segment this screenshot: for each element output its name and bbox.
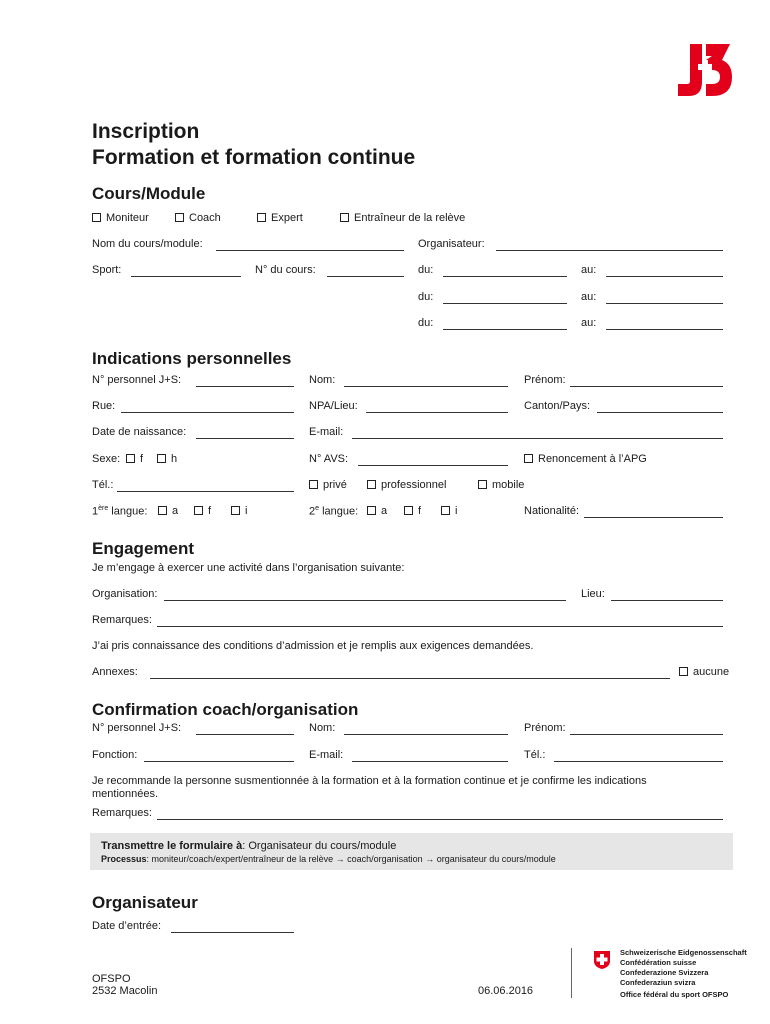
organisation-field[interactable] xyxy=(164,600,566,601)
conf-tel-label: Tél.: xyxy=(524,749,546,761)
section-organisateur-heading: Organisateur xyxy=(92,893,198,912)
confed-it: Confederazione Svizzera xyxy=(620,968,709,977)
du-label-3: du: xyxy=(418,317,434,329)
annexes-label: Annexes: xyxy=(92,666,138,678)
nom-cours-field[interactable] xyxy=(216,250,404,251)
checkbox-professionnel[interactable]: professionnel xyxy=(367,479,446,491)
du-field-1[interactable] xyxy=(443,276,567,277)
npa-label: NPA/Lieu: xyxy=(309,400,358,412)
conf-remarques-field[interactable] xyxy=(157,819,723,820)
checkbox-apg[interactable]: Renoncement à l’APG xyxy=(524,453,647,465)
checkbox-icon xyxy=(478,480,487,489)
checkbox-sexe-f[interactable]: f xyxy=(126,453,143,465)
checkbox-langue2-i[interactable]: i xyxy=(441,505,457,517)
process-text: Processus: moniteur/coach/expert/entraîneur de la relève → coach/organisation → organisateur du cours/module xyxy=(101,854,556,864)
annexes-field[interactable] xyxy=(150,678,670,679)
tel-label: Tél.: xyxy=(92,479,114,491)
checkbox-icon xyxy=(524,454,533,463)
page-subtitle: Formation et formation continue xyxy=(92,146,416,169)
conf-prenom-label: Prénom: xyxy=(524,722,566,734)
confed-de: Schweizerische Eidgenossenschaft xyxy=(620,948,747,957)
conf-tel-field[interactable] xyxy=(554,761,723,762)
lieu-field[interactable] xyxy=(611,600,723,601)
checkbox-icon xyxy=(126,454,135,463)
au-field-3[interactable] xyxy=(606,329,723,330)
date-entree-label: Date d’entrée: xyxy=(92,920,162,932)
au-field-1[interactable] xyxy=(606,276,723,277)
transmit-text: Transmettre le formulaire à: Organisateur du cours/module xyxy=(101,840,397,852)
checkbox-icon xyxy=(231,506,240,515)
email-field[interactable] xyxy=(352,438,723,439)
recommend-text-2: mentionnées. xyxy=(92,788,159,800)
conf-no-perso-field[interactable] xyxy=(196,734,294,735)
au-field-2[interactable] xyxy=(606,303,723,304)
footer-date: 06.06.2016 xyxy=(478,985,534,997)
no-cours-label: N° du cours: xyxy=(255,264,316,276)
organisateur-field[interactable] xyxy=(496,250,723,251)
organisation-label: Organisation: xyxy=(92,588,158,600)
conf-nom-label: Nom: xyxy=(309,722,336,734)
lieu-label: Lieu: xyxy=(581,588,605,600)
langue1-label: 1ère langue: xyxy=(92,505,148,518)
canton-label: Canton/Pays: xyxy=(524,400,591,412)
conf-nom-field[interactable] xyxy=(344,734,508,735)
avs-field[interactable] xyxy=(358,465,508,466)
checkbox-icon xyxy=(175,213,184,222)
recommend-text-1: Je recommande la personne susmentionnée à la formation et à la formation continue et je confirme les indications xyxy=(92,775,647,787)
checkbox-moniteur[interactable]: Moniteur xyxy=(92,212,149,224)
checkbox-icon xyxy=(441,506,450,515)
naissance-field[interactable] xyxy=(196,438,294,439)
nom-label: Nom: xyxy=(309,374,336,386)
checkbox-icon xyxy=(679,667,688,676)
checkbox-langue2-f[interactable]: f xyxy=(404,505,421,517)
no-cours-field[interactable] xyxy=(327,276,404,277)
confederation-block xyxy=(620,948,747,988)
conf-email-field[interactable] xyxy=(352,761,508,762)
checkbox-langue1-i[interactable]: i xyxy=(231,505,247,517)
rue-label: Rue: xyxy=(92,400,116,412)
date-entree-field[interactable] xyxy=(171,932,294,933)
section-engagement-heading: Engagement xyxy=(92,539,195,558)
checkbox-langue2-a[interactable]: a xyxy=(367,505,387,517)
au-label-2: au: xyxy=(581,291,597,303)
remarques-label: Remarques: xyxy=(92,614,152,626)
sport-field[interactable] xyxy=(131,276,241,277)
no-perso-label: N° personnel J+S: xyxy=(92,374,182,386)
checkbox-icon xyxy=(158,506,167,515)
npa-field[interactable] xyxy=(366,412,508,413)
du-label-1: du: xyxy=(418,264,434,276)
engagement-text: Je m’engage à exercer une activité dans l’organisation suivante: xyxy=(92,562,405,574)
checkbox-sexe-h[interactable]: h xyxy=(157,453,177,465)
confed-rm: Confederaziun svizra xyxy=(620,978,696,987)
checkbox-icon xyxy=(367,506,376,515)
checkbox-prive[interactable]: privé xyxy=(309,479,347,491)
naissance-label: Date de naissance: xyxy=(92,426,187,438)
remarques-field[interactable] xyxy=(157,626,723,627)
rue-field[interactable] xyxy=(121,412,294,413)
conf-fonction-label: Fonction: xyxy=(92,749,138,761)
page-title: Inscription xyxy=(92,120,200,143)
conf-fonction-field[interactable] xyxy=(144,761,294,762)
section-personnel-heading: Indications personnelles xyxy=(92,349,292,368)
au-label-1: au: xyxy=(581,264,597,276)
footer-org: OFSPO xyxy=(92,973,131,985)
checkbox-icon xyxy=(257,213,266,222)
conf-prenom-field[interactable] xyxy=(570,734,723,735)
checkbox-icon xyxy=(340,213,349,222)
tel-field[interactable] xyxy=(117,491,294,492)
checkbox-langue1-f[interactable]: f xyxy=(194,505,211,517)
checkbox-icon xyxy=(157,454,166,463)
checkbox-icon xyxy=(194,506,203,515)
prenom-label: Prénom: xyxy=(524,374,566,386)
checkbox-icon xyxy=(404,506,413,515)
checkbox-icon xyxy=(367,480,376,489)
checkbox-langue1-a[interactable]: a xyxy=(158,505,178,517)
du-field-3[interactable] xyxy=(443,329,567,330)
langue2-label: 2e langue: xyxy=(309,505,359,518)
sport-label: Sport: xyxy=(92,264,122,276)
nationalite-label: Nationalité: xyxy=(524,505,580,517)
checkbox-aucune[interactable]: aucune xyxy=(679,666,729,678)
checkbox-icon xyxy=(92,213,101,222)
au-label-3: au: xyxy=(581,317,597,329)
canton-field[interactable] xyxy=(597,412,723,413)
organisateur-label: Organisateur: xyxy=(418,238,485,250)
confed-fr: Confédération suisse xyxy=(620,958,697,967)
prenom-field[interactable] xyxy=(570,386,723,387)
conf-no-perso-label: N° personnel J+S: xyxy=(92,722,182,734)
footer-divider xyxy=(571,948,572,998)
section-cours-heading: Cours/Module xyxy=(92,184,206,203)
conf-remarques-label: Remarques: xyxy=(92,807,152,819)
nom-field[interactable] xyxy=(344,386,508,387)
office-name: Office fédéral du sport OFSPO xyxy=(620,990,729,999)
checkbox-mobile[interactable]: mobile xyxy=(478,479,524,491)
checkbox-expert[interactable]: Expert xyxy=(257,212,303,224)
avs-label: N° AVS: xyxy=(309,453,349,465)
email-label: E-mail: xyxy=(309,426,344,438)
section-confirmation-heading: Confirmation coach/organisation xyxy=(92,700,359,719)
js-logo xyxy=(676,42,734,98)
nationalite-field[interactable] xyxy=(584,517,723,518)
conf-email-label: E-mail: xyxy=(309,749,344,761)
du-label-2: du: xyxy=(418,291,434,303)
swiss-flag-icon xyxy=(592,950,612,970)
checkbox-icon xyxy=(309,480,318,489)
sexe-label: Sexe: xyxy=(92,453,121,465)
checkbox-coach[interactable]: Coach xyxy=(175,212,221,224)
no-perso-field[interactable] xyxy=(196,386,294,387)
footer-address: 2532 Macolin xyxy=(92,985,158,997)
nom-cours-label: Nom du cours/module: xyxy=(92,238,203,250)
du-field-2[interactable] xyxy=(443,303,567,304)
admission-text: J’ai pris connaissance des conditions d’admission et je remplis aux exigences demandées. xyxy=(92,640,534,652)
checkbox-entraineur[interactable]: Entraîneur de la relève xyxy=(340,212,465,224)
